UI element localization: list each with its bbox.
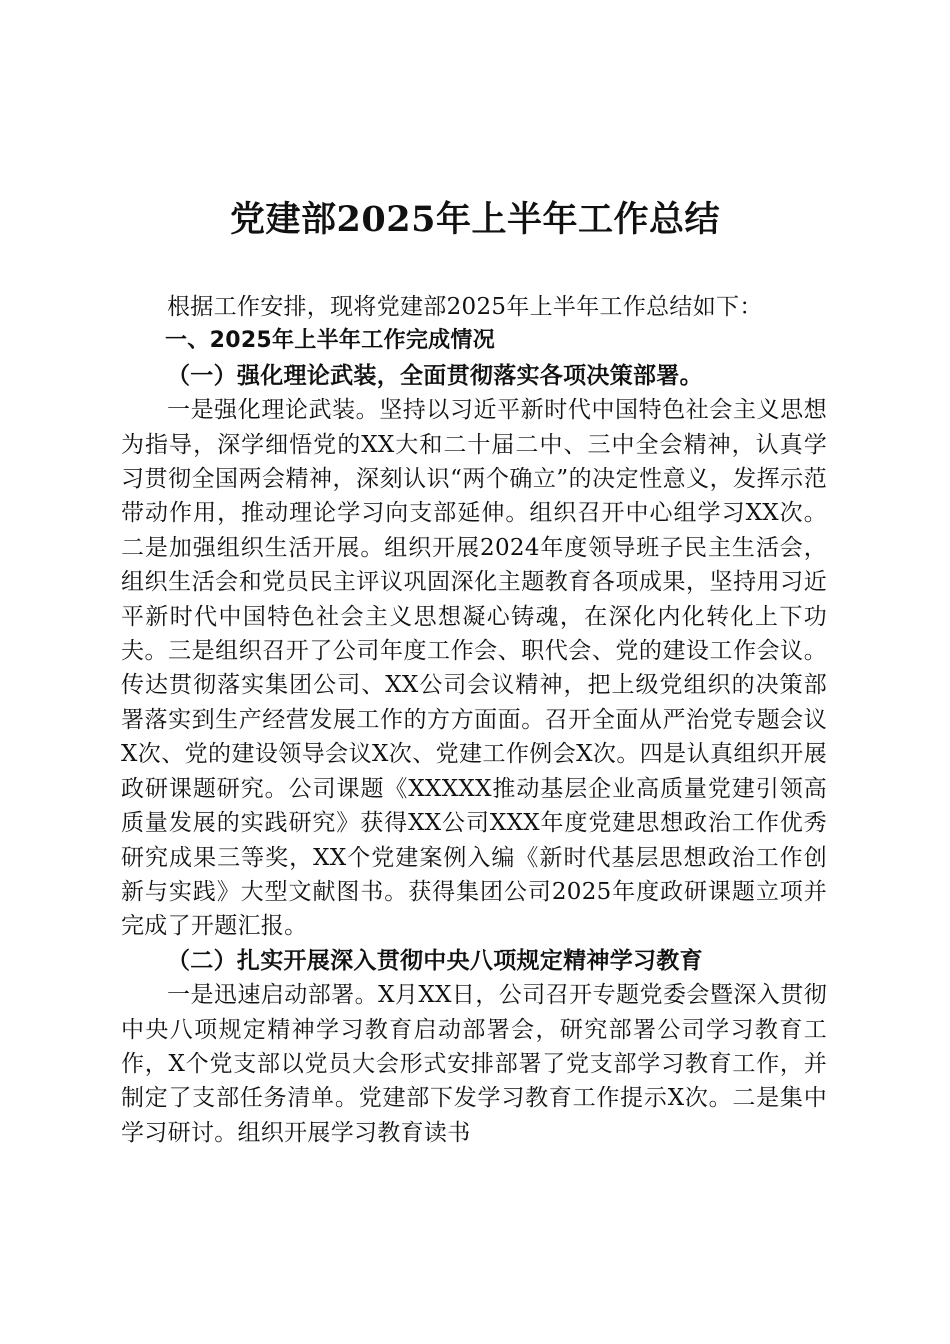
- document-title: 党建部2025年上半年工作总结: [230, 199, 720, 240]
- subsection-1-paragraph: 一是强化理论武装。坚持以习近平新时代中国特色社会主义思想为指导，深学细悟党的XX大和二十届二中、三中全会精神，认真学习贯彻全国两会精神，深刻认识“两个确立”的决定性意义，发挥示范带动作用，推动理论学习向支部延伸。组织召开中心组学习XX次。二是加强组织生活开展。组织开展2024年度领导班子民主生活会，组织生活会和党员民主评议巩固深化主题教育各项成果，坚持用习近平新时代中国特色社会主义思想凝心铸魂，在深化内化转化上下功夫。三是组织召开了公司年度工作会、职代会、党的建设工作会议。传达贯彻落实集团公司、XX公司会议精神，把上级党组织的决策部署落实到生产经营发展工作的方方面面。召开全面从严治党专题会议X次、党的建设领导会议X次、党建工作例会X次。四是认真组织开展政研课题研究。公司课题《XXXXX推动基层企业高质量党建引领高质量发展的实践研究》获得XX公司XXX年度党建思想政治工作优秀研究成果三等奖，XX个党建案例入编《新时代基层思想政治工作创新与实践》大型文献图书。获得集团公司2025年度政研课题立项并完成了开题汇报。: [121, 397, 827, 940]
- document-body: [121, 290, 827, 1150]
- intro-paragraph: 根据工作安排，现将党建部2025年上半年工作总结如下：: [167, 294, 763, 320]
- subsection-2-paragraph: 一是迅速启动部署。X月XX日，公司召开专题党委会暨深入贯彻中央八项规定精神学习教育启动部署会，研究部署公司学习教育工作，X个党支部以党员大会形式安排部署了党支部学习教育工作，并制定了支部任务清单。党建部下发学习教育工作提示X次。二是集中学习研讨。组织开展学习教育读书: [121, 982, 827, 1146]
- subsection-heading-1: （一）强化理论武装，全面贯彻落实各项决策部署。: [167, 361, 703, 389]
- section-heading-1: 一、2025年上半年工作完成情况: [165, 328, 496, 354]
- subsection-heading-2: （二）扎实开展深入贯彻中央八项规定精神学习教育: [167, 946, 703, 974]
